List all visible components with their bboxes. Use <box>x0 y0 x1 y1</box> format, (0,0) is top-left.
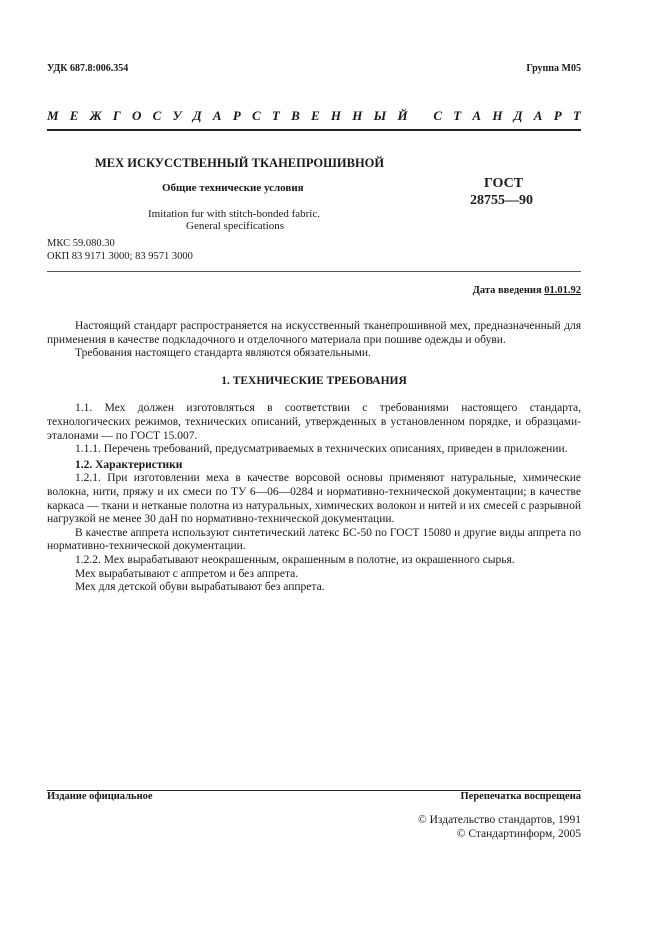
middle-divider <box>47 271 581 272</box>
standard-type-letter: Т <box>453 108 462 123</box>
gost-label: ГОСТ <box>484 176 524 191</box>
document-subtitle-en: General specifications <box>186 220 285 232</box>
standard-type-letter: Н <box>492 108 503 123</box>
edition-label: Издание официальное <box>47 791 153 802</box>
top-divider <box>47 129 581 131</box>
standard-type-letter <box>419 108 422 124</box>
reprint-notice: Перепечатка воспрещена <box>460 791 581 802</box>
mks-code: МКС 59.080.30 <box>47 238 115 249</box>
standard-type-letter: М <box>47 108 59 123</box>
latex-paragraph: В качестве аппрета используют синтетический латекс БС-50 по ГОСТ 15080 и другие виды аппрета по нормативно-технической документации. <box>47 526 581 553</box>
standard-type-letter: Р <box>232 108 241 123</box>
children-shoes-paragraph: Мех для детской обуви вырабатывают без аппрета. <box>75 581 325 594</box>
standard-type-letter: Р <box>553 108 562 123</box>
introduction-date-value: 01.01.92 <box>544 285 581 296</box>
clause-1-1: 1.1. Мех должен изготовляться в соответствии с требованиями настоящего стандарта, технологических режимов, технических описаний, утвержденных в установленном порядке, и образцами-эталонами — по ГОСТ 15.007. <box>47 402 581 442</box>
standard-type-letter: Т <box>271 108 280 123</box>
clause-1-2-2: 1.2.2. Мех вырабатывают неокрашенным, окрашенным в полотне, из окрашенного сырья. <box>75 553 515 566</box>
standard-type-letter: Е <box>311 108 320 123</box>
group-code: Группа М05 <box>526 63 581 74</box>
standard-type-letter: Й <box>397 108 408 123</box>
mandatory-paragraph: Требования настоящего стандарта являются обязательными. <box>75 347 371 360</box>
document-title-en: Imitation fur with stitch-bonded fabric. <box>148 208 320 220</box>
introduction-date-label: Дата введения <box>472 285 542 296</box>
standard-type-letter: Е <box>69 108 79 123</box>
clause-1-1-1: 1.1.1. Перечень требований, предусматриваемых в технических описаниях, приведен в приложении. <box>75 443 568 456</box>
okp-code: ОКП 83 9171 3000; 83 9571 3000 <box>47 251 193 262</box>
clause-1-2-1: 1.2.1. При изготовлении меха в качестве ворсовой основы применяют натуральные, химические волокна, нити, пряжу и их смеси по ТУ 6—06—0284 и нормативно-технической документации; в качестве каркаса — ткани и нетканые полотна из натуральных, химических волокон и нитей и их смесей с разрывной нагрузкой не менее 30 даН по нормативно-технической документации. <box>47 472 581 526</box>
standard-type-letter: Д <box>513 108 523 123</box>
standard-type-letter: Д <box>192 108 202 123</box>
udk-code: УДК 687.8:006.354 <box>47 63 129 74</box>
standard-type-letter: У <box>172 108 182 123</box>
standard-type-letter: О <box>131 108 142 123</box>
subsection-1-2-heading: 1.2. Характеристики <box>75 458 183 471</box>
document-subtitle-ru: Общие технические условия <box>162 182 304 194</box>
copyright-line-1: © Издательство стандартов, 1991 <box>417 814 581 826</box>
standard-type-letter: Н <box>330 108 342 123</box>
section-1-heading: 1. ТЕХНИЧЕСКИЕ ТРЕБОВАНИЯ <box>221 374 407 387</box>
standard-type-letter: С <box>252 108 261 123</box>
standard-type-letter: Ы <box>373 108 387 123</box>
document-title-ru: МЕХ ИСКУССТВЕННЫЙ ТКАНЕПРОШИВНОЙ <box>95 156 385 170</box>
standard-type-letter: А <box>533 108 543 123</box>
intro-paragraph: Настоящий стандарт распространяется на искусственный тканепрошивной мех, предназначенный для применения в качестве подкладочного и отделочного материала при пошиве одежды и обуви. <box>47 320 581 346</box>
document-body <box>47 320 581 595</box>
gost-number: 28755—90 <box>470 193 533 208</box>
standard-type-heading <box>47 108 581 124</box>
introduction-date <box>473 285 581 296</box>
standard-type-letter: А <box>472 108 482 123</box>
standard-type-letter: Ж <box>89 108 102 123</box>
standard-type-letter: Н <box>352 108 363 123</box>
standard-type-letter: Г <box>112 108 121 123</box>
standard-type-letter: Т <box>572 108 581 123</box>
standard-type-letter: С <box>152 108 162 123</box>
standard-type-letter: С <box>433 108 442 123</box>
copyright-line-2: © Стандартинформ, 2005 <box>456 828 581 840</box>
standard-type-letter: А <box>212 108 222 123</box>
appret-paragraph: Мех вырабатывают с аппретом и без аппрета. <box>75 567 299 580</box>
standard-type-letter: В <box>291 108 300 123</box>
